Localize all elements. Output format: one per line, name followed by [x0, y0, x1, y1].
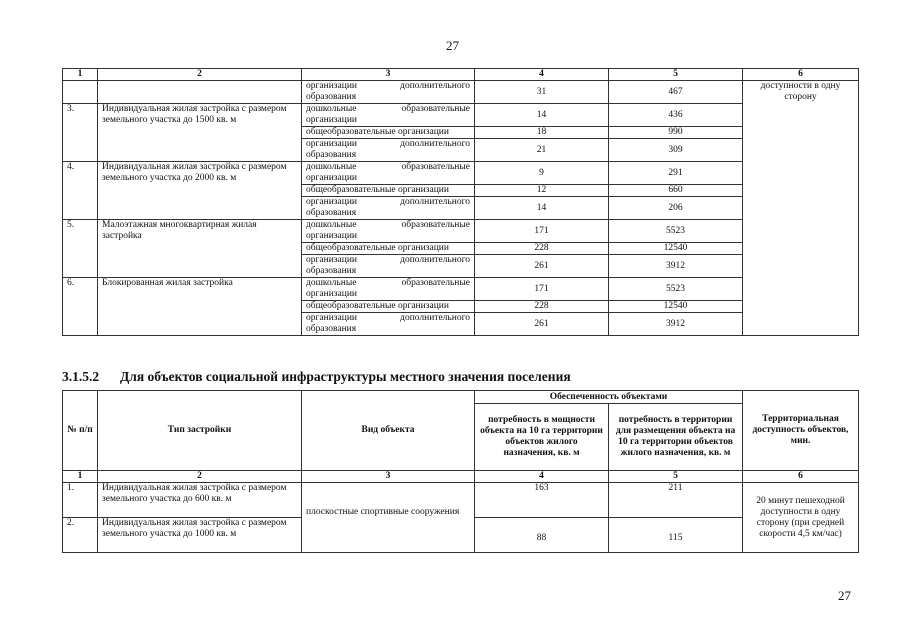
area-value: 3912: [609, 255, 743, 278]
development-type: Индивидуальная жилая застройка с размером земельного участка до 2000 кв. м: [98, 162, 302, 220]
capacity-value: 261: [475, 313, 609, 336]
row-number: 3.: [63, 104, 98, 162]
sports-table-body: [63, 391, 859, 553]
object-type: организации дополнительного образования: [302, 313, 475, 336]
object-type: организации дополнительного образования: [302, 197, 475, 220]
object-type: организации дополнительного образования: [302, 139, 475, 162]
header-number: № п/п: [63, 391, 98, 471]
header-capacity-need: потребность в мощности объекта на 10 га территории объектов жилого назначения, кв. м: [475, 404, 609, 471]
header-development-type: Тип застройки: [98, 391, 302, 471]
header-cell: 1: [63, 69, 98, 81]
column-number: 2: [98, 471, 302, 483]
capacity-value: 261: [475, 255, 609, 278]
area-value: 12540: [609, 243, 743, 255]
column-number: 4: [475, 471, 609, 483]
area-value: 436: [609, 104, 743, 127]
object-type: общеобразовательные организации: [302, 243, 475, 255]
row-number: 5.: [63, 220, 98, 278]
capacity-value: 88: [475, 518, 609, 553]
row-number: 6.: [63, 278, 98, 336]
development-type: Малоэтажная многоквартирная жилая застройка: [98, 220, 302, 278]
capacity-value: 31: [475, 81, 609, 104]
object-type: дошкольные образовательные организации: [302, 162, 475, 185]
column-number-row: [63, 471, 859, 483]
object-type: дошкольные образовательные организации: [302, 104, 475, 127]
row-number: 2.: [63, 518, 98, 553]
header-cell: 3: [302, 69, 475, 81]
sports-facilities-table: [62, 390, 859, 553]
object-type: общеобразовательные организации: [302, 127, 475, 139]
table-row: [63, 220, 859, 243]
capacity-value: 228: [475, 243, 609, 255]
header-provision: Обеспеченность объектами: [475, 391, 743, 404]
area-value: 12540: [609, 301, 743, 313]
accessibility-note: доступности в одну сторону: [743, 81, 859, 336]
capacity-value: 9: [475, 162, 609, 185]
area-value: 211: [609, 483, 743, 518]
object-type: плоскостные спортивные сооружения: [302, 483, 475, 553]
area-value: 309: [609, 139, 743, 162]
capacity-value: 171: [475, 278, 609, 301]
row-number: 4.: [63, 162, 98, 220]
area-value: 206: [609, 197, 743, 220]
section-heading: [62, 369, 571, 385]
standards-table-continued: [62, 68, 859, 336]
area-value: 467: [609, 81, 743, 104]
table-row: [63, 104, 859, 127]
page-number-top: 27: [446, 38, 459, 53]
area-value: 660: [609, 185, 743, 197]
page-number-bottom: 27: [838, 588, 851, 603]
standards-table-body: [63, 69, 859, 336]
area-value: 5523: [609, 220, 743, 243]
column-number: 3: [302, 471, 475, 483]
capacity-value: 18: [475, 127, 609, 139]
development-type: [98, 81, 302, 104]
area-value: 5523: [609, 278, 743, 301]
capacity-value: 14: [475, 197, 609, 220]
header-area-need: потребность в территории для размещения объекта на 10 га территории объектов жилого назначения, кв. м: [609, 404, 743, 471]
column-number: 6: [743, 471, 859, 483]
column-number: 1: [63, 471, 98, 483]
area-value: 291: [609, 162, 743, 185]
header-accessibility: Территориальная доступность объектов, мин.: [743, 391, 859, 471]
development-type: Блокированная жилая застройка: [98, 278, 302, 336]
capacity-value: 171: [475, 220, 609, 243]
development-type: Индивидуальная жилая застройка с размером земельного участка до 600 кв. м: [98, 483, 302, 518]
table-header-row: [63, 69, 859, 81]
header-cell: 5: [609, 69, 743, 81]
table-row: [63, 81, 859, 104]
area-value: 990: [609, 127, 743, 139]
area-value: 115: [609, 518, 743, 553]
header-cell: 2: [98, 69, 302, 81]
capacity-value: 228: [475, 301, 609, 313]
capacity-value: 163: [475, 483, 609, 518]
object-type: дошкольные образовательные организации: [302, 220, 475, 243]
row-number: 1.: [63, 483, 98, 518]
object-type: дошкольные образовательные организации: [302, 278, 475, 301]
section-number: 3.1.5.2: [62, 369, 100, 384]
table-row: [63, 162, 859, 185]
row-number: [63, 81, 98, 104]
header-cell: 4: [475, 69, 609, 81]
object-type: общеобразовательные организации: [302, 301, 475, 313]
header-cell: 6: [743, 69, 859, 81]
object-type: общеобразовательные организации: [302, 185, 475, 197]
object-type: организации дополнительного образования: [302, 81, 475, 104]
development-type: Индивидуальная жилая застройка с размером земельного участка до 1000 кв. м: [98, 518, 302, 553]
development-type: Индивидуальная жилая застройка с размером земельного участка до 1500 кв. м: [98, 104, 302, 162]
column-number: 5: [609, 471, 743, 483]
table-row: [63, 278, 859, 301]
object-type: организации дополнительного образования: [302, 255, 475, 278]
capacity-value: 12: [475, 185, 609, 197]
section-title: Для объектов социальной инфраструктуры местного значения поселения: [120, 369, 571, 384]
accessibility-value: 20 минут пешеходной доступности в одну сторону (при средней скорости 4,5 км/час): [743, 483, 859, 553]
capacity-value: 14: [475, 104, 609, 127]
area-value: 3912: [609, 313, 743, 336]
table-row: [63, 483, 859, 518]
table-header-row: [63, 391, 859, 404]
header-object-type: Вид объекта: [302, 391, 475, 471]
capacity-value: 21: [475, 139, 609, 162]
